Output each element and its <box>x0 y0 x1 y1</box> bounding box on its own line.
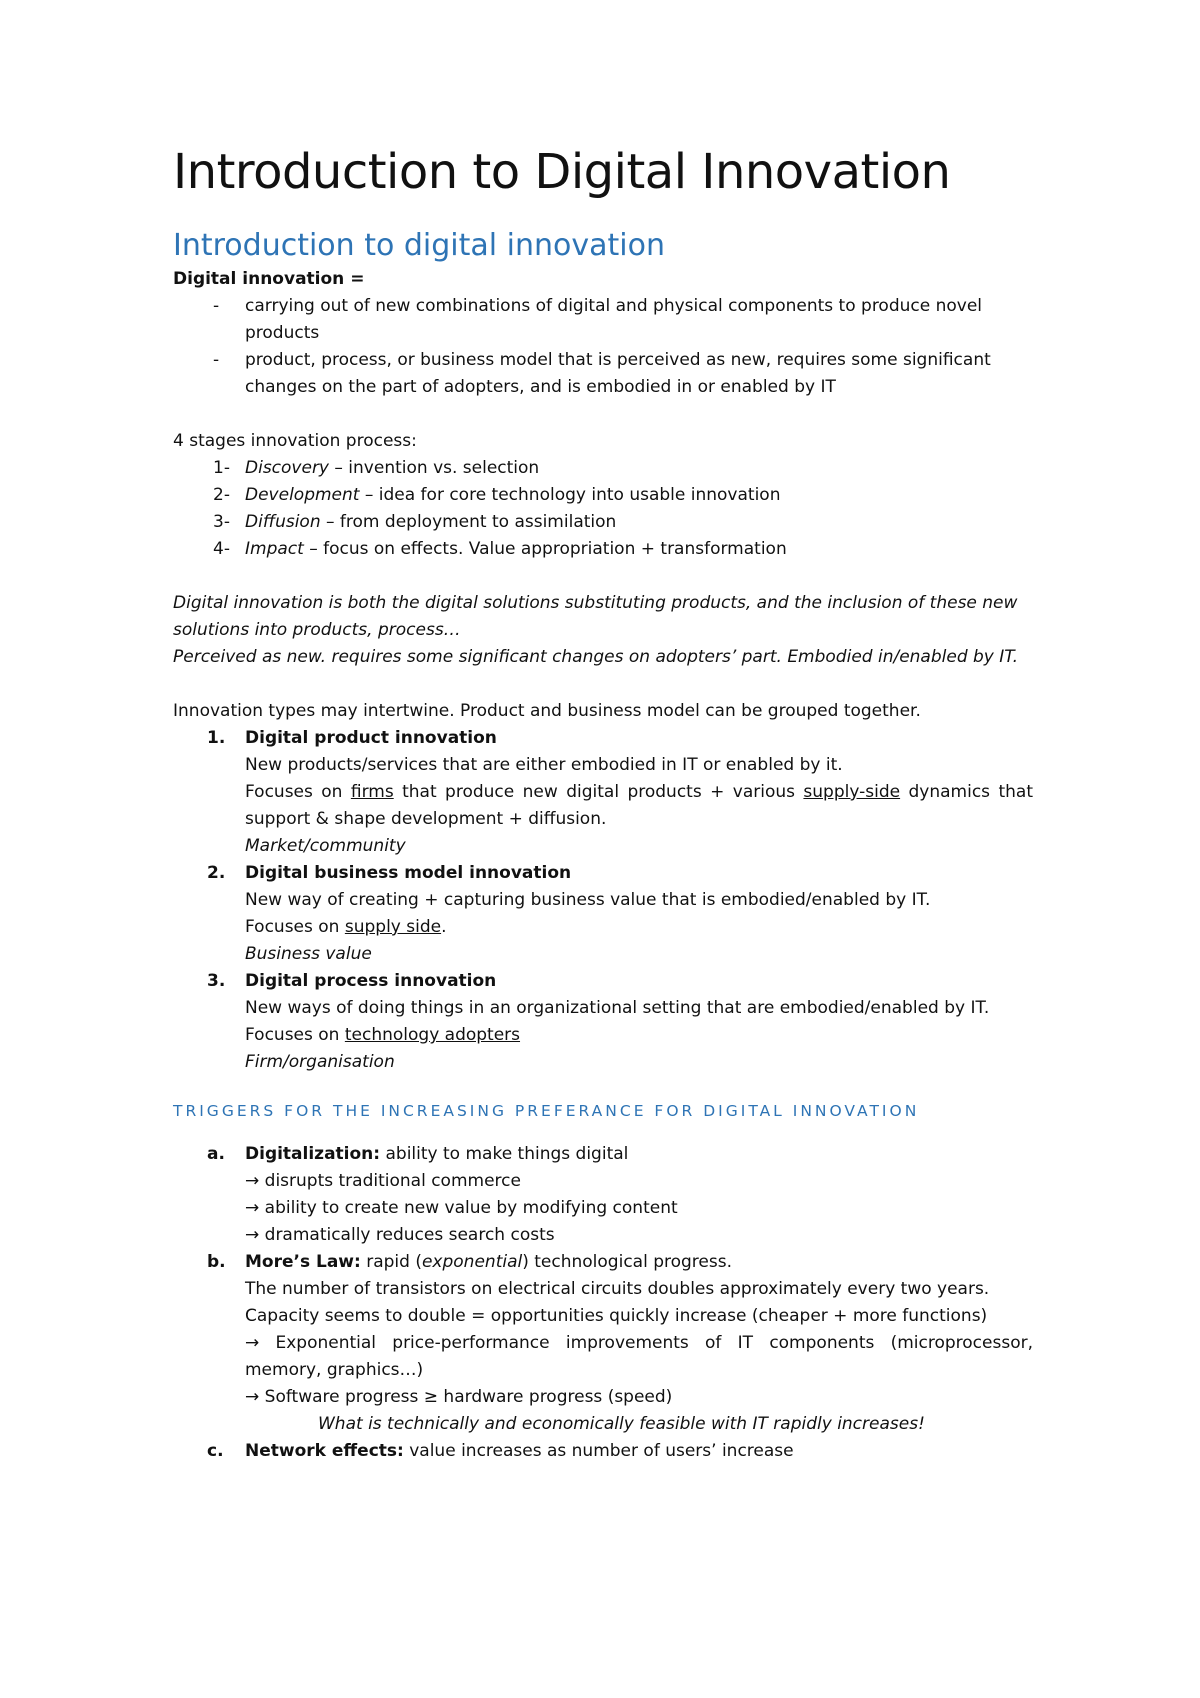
types-intro: Innovation types may intertwine. Product and business model can be grouped together. <box>173 701 921 721</box>
document-page <box>173 140 1033 1465</box>
stage-item: 4- Impact – focus on effects. Value appropriation + transformation <box>213 539 787 559</box>
stages-intro: 4 stages innovation process: <box>173 431 417 451</box>
stage-item: 2- Development – idea for core technology into usable innovation <box>213 485 781 505</box>
document-title: Introduction to Digital Innovation <box>173 144 951 200</box>
definition-bullet: - carrying out of new combinations of digital and physical components to produce novel products <box>173 293 1033 347</box>
stage-item: 1- Discovery – invention vs. selection <box>213 458 540 478</box>
italic-note: Perceived as new. requires some significant changes on adopters’ part. Embodied in/enabled by IT. <box>173 647 1019 667</box>
trigger-item: a. Digitalization: ability to make things digital → disrupts traditional commerce → ability to create new value by modifying content → dramatically reduces search costs <box>207 1144 678 1245</box>
triggers-heading: TRIGGERS FOR THE INCREASING PREFERANCE FOR DIGITAL INNOVATION <box>173 1102 920 1120</box>
trigger-item: b. More’s Law: rapid (exponential) technological progress. The number of transistors on electrical circuits doubles approximately every two years. Capacity seems to double = opportunities quickly increase (cheaper + more functions) → Exponential price-performance improvements of IT components (microprocessor, memory, graphics…) → Software progress ≥ hardware progress (speed) What is technically and economically feasible with IT rapidly increases! <box>207 1252 1033 1434</box>
innovation-type-title: Digital product innovation <box>245 728 497 748</box>
dash-marker: - <box>213 350 220 370</box>
innovation-type-title: Digital business model innovation <box>245 863 572 883</box>
trigger-item: c. Network effects: value increases as number of users’ increase <box>207 1441 794 1461</box>
innovation-type-title: Digital process innovation <box>245 971 497 991</box>
innovation-type-item: 3. Digital process innovation New ways of doing things in an organizational setting that are embodied/enabled by IT. Focuses on technology adopters Firm/organisation <box>173 968 1033 1076</box>
section-heading: Introduction to digital innovation <box>173 228 665 263</box>
definition-bullet: - product, process, or business model that is perceived as new, requires some significant changes on the part of adopters, and is embodied in or enabled by IT <box>173 347 1033 401</box>
definition-label: Digital innovation = <box>173 269 365 289</box>
innovation-type-item: 2. Digital business model innovation New way of creating + capturing business value that is embodied/enabled by IT. Focuses on supply side. Business value <box>173 860 1033 968</box>
dash-marker: - <box>213 296 220 316</box>
stage-item: 3- Diffusion – from deployment to assimilation <box>213 512 617 532</box>
italic-note: Digital innovation is both the digital solutions substituting products, and the inclusion of these new solutions into products, process… <box>173 593 1018 640</box>
innovation-type-item: 1. Digital product innovation New products/services that are either embodied in IT or enabled by it. Focuses on firms that produce new digital products + various supply-side dynamics that support & shape development + diffusion. Market/community <box>173 725 1033 860</box>
